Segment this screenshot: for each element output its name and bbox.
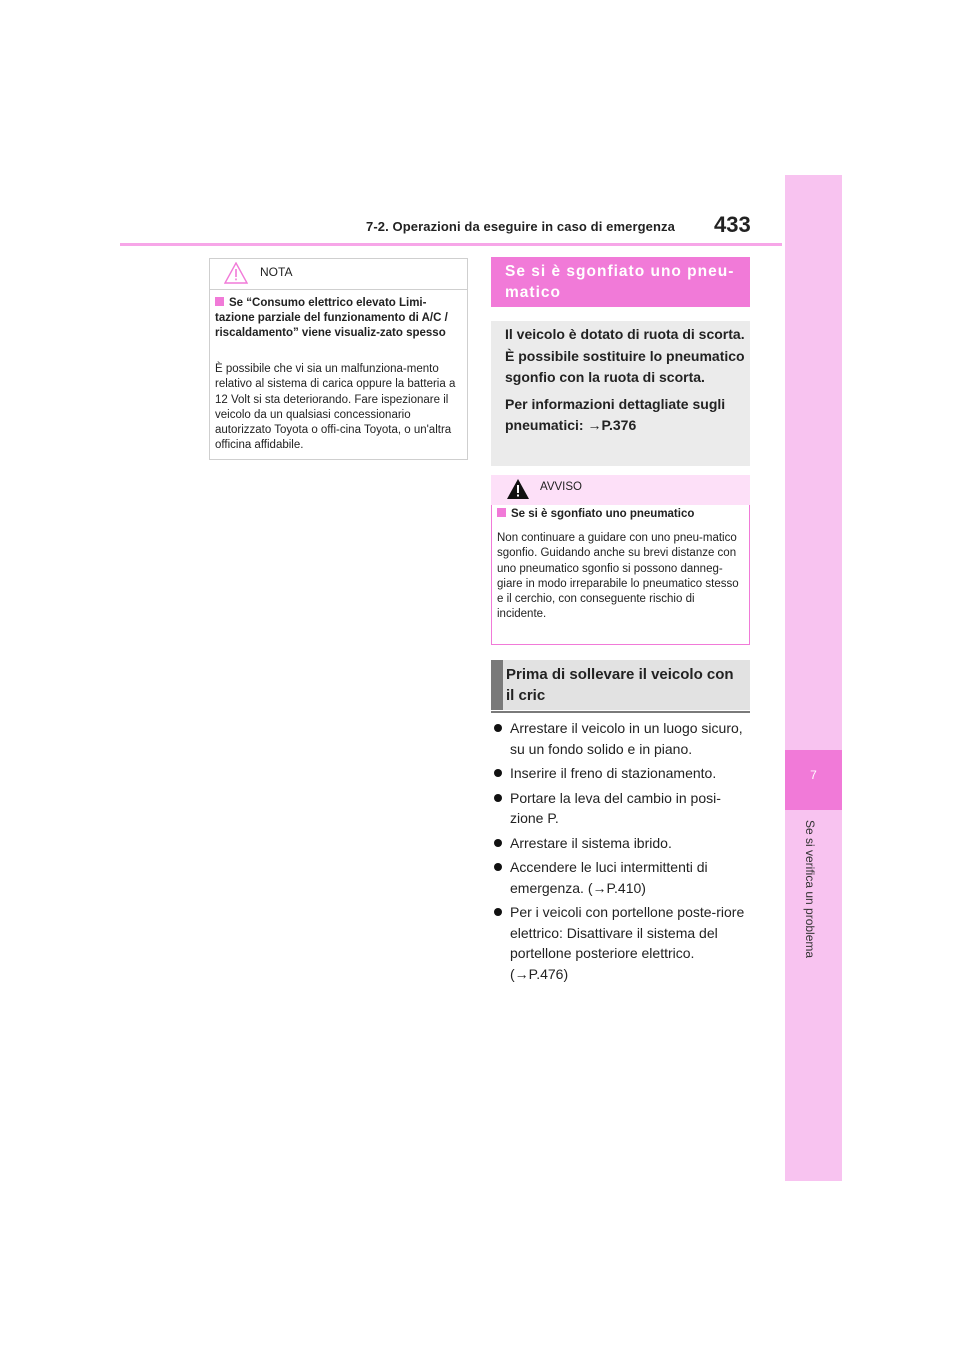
list-item [492, 788, 754, 829]
avviso-body: Non continuare a guidare con uno pneu-matico sgonfio. Guidando anche su brevi distanze con uno pneumatico sgonfio si possono danneg-giare in modo irreparabile lo pneumatico stesso e il cerchio, con conseguente rischio di incidente. [497, 532, 739, 621]
nota-separator [209, 289, 468, 290]
chapter-side-tab [785, 175, 842, 1181]
nota-label: NOTA [260, 265, 293, 279]
section-accent-bar [491, 660, 503, 710]
section-title-flat-tire: Se si è sgonfiato uno pneu-matico [505, 263, 735, 301]
list-item-text: Accendere le luci intermittenti di emergenza. (→P.410) [510, 859, 708, 896]
list-item [492, 902, 754, 984]
list-item-text: Portare la leva del cambio in posi-zione P. [510, 789, 721, 826]
square-bullet-icon [215, 297, 224, 306]
nota-heading-text: Se “Consumo elettrico elevato Limi-tazione parziale del funzionamento di A/C / riscaldamento” viene visualiz-zato spesso [215, 297, 448, 339]
warning-outline-icon [224, 262, 248, 289]
section-underline [491, 711, 750, 713]
avviso-heading-text: Se si è sgonfiato uno pneumatico [511, 508, 695, 520]
square-bullet-icon [497, 508, 506, 517]
list-item-text: Arrestare il veicolo in un luogo sicuro, su un fondo solido e in piano. [510, 720, 743, 757]
list-item-text: Arrestare il sistema ibrido. [510, 834, 672, 851]
list-item-text: Inserire il freno di stazionamento. [510, 765, 717, 781]
info-line-1: Il veicolo è dotato di ruota di scorta. È possibile sostituire lo pneumatico sgonfio con la ruota di scorta. [505, 326, 745, 385]
bullet-list [492, 718, 754, 988]
chapter-number: 7 [810, 768, 817, 782]
avviso-heading [497, 508, 745, 520]
page-number: 433 [714, 212, 751, 237]
list-item [492, 833, 754, 854]
info-line-2: Per informazioni dettagliate sugli pneumatici: →P.376 [505, 395, 726, 433]
list-item [492, 857, 754, 898]
bullet-dot-icon [494, 839, 502, 847]
nota-body: È possibile che vi sia un malfunziona-mento relativo al sistema di carica oppure la batteria a 12 Volt si sta deteriorando. Fare ispezionare il veicolo da un qualsiasi concessionario autorizzato Toyota o offi-cina Toyota, o un'altra officina affidabile. [215, 363, 456, 452]
bullet-dot-icon [494, 769, 502, 777]
header-title: 7-2. Operazioni da eseguire in caso di emergenza [366, 219, 675, 234]
bullet-dot-icon [494, 863, 502, 871]
list-item [492, 763, 754, 784]
avviso-label: AVVISO [540, 481, 582, 493]
nota-heading [215, 296, 463, 341]
bullet-dot-icon [494, 724, 502, 732]
chapter-title: Se si verifica un problema [803, 820, 817, 959]
section-title-jack: Prima di sollevare il veicolo con il cric [506, 666, 734, 704]
header-rule [120, 243, 782, 246]
bullet-dot-icon [494, 794, 502, 802]
list-item [492, 718, 754, 759]
info-text [505, 324, 747, 437]
warning-filled-icon [506, 478, 530, 505]
list-item-text: Per i veicoli con portellone poste-riore elettrico: Disattivare il sistema del portellone posteriore elettrico. (→P.476) [510, 904, 745, 982]
bullet-dot-icon [494, 908, 502, 916]
